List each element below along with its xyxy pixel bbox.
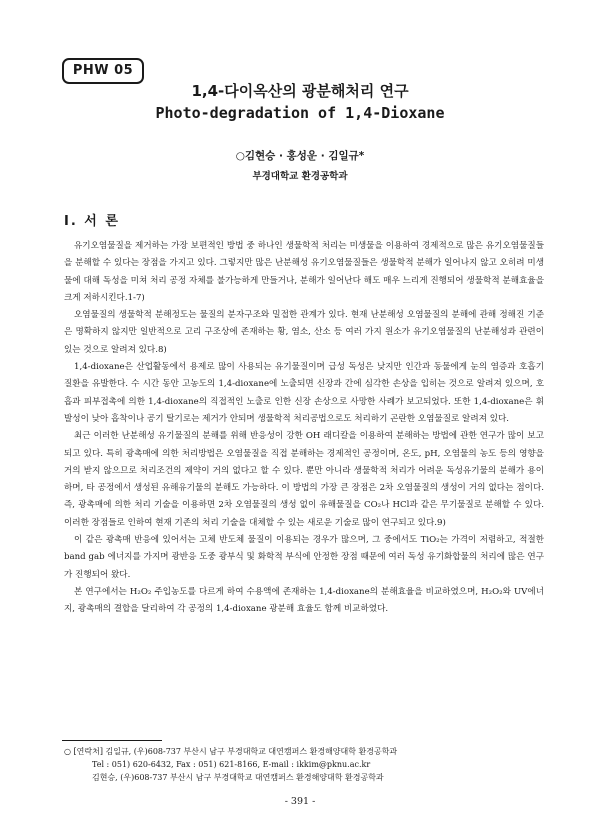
session-code-badge: PHW 05 <box>62 58 144 84</box>
paragraph: 이 같은 광촉매 반응에 있어서는 고체 반도체 물질이 이용되는 경우가 많으며, 그 중에서도 TiO₂는 가격이 저렴하고, 적절한 band gab 에너지를 가지며 광반응 도중 광부식 및 화학적 부식에 안정한 장점 때문에 여러 독성 유기화합물의 처리에 많은 연구가 진행되어 왔다. <box>64 535 544 580</box>
paragraph: 오염물질의 생물학적 분해정도는 물질의 분자구조와 밀접한 관계가 있다. 현재 난분해성 오염물질의 분해에 관해 정해진 기준은 명확하지 않지만 일반적으로 고리 구조상에 존재하는 황, 염소, 산소 등 여러 가지 원소가 유기오염물질의 난분해성과 관련이 있는 것으로 알려져 있다.8) <box>64 310 544 355</box>
introduction-body <box>64 238 544 619</box>
footnote-second-author: 김현승, (우)608-737 부산시 남구 부경대학교 대연캠퍼스 환경해양대학 환경공학과 <box>92 773 384 782</box>
english-title: Photo-degradation of 1,4-Dioxane <box>155 104 445 122</box>
footnote-divider <box>62 740 162 741</box>
affiliation: 부경대학교 환경공학과 <box>252 171 348 182</box>
page-number: - 391 - <box>284 796 316 807</box>
paragraph: 유기오염물질을 제거하는 가장 보편적인 방법 중 하나인 생물학적 처리는 미생물을 이용하여 경제적으로 많은 유기오염물질들을 분해할 수 있다는 장점을 가지고 있다. 그렇지만 많은 난분해성 유기오염물질들은 생물학적 분해가 일어나지 않고 오히려 미생물에 대해 독성을 미쳐 처리 공정 자체를 불가능하게 만들거나, 분해가 일어난다 해도 매우 느리게 진행되어 생물학적 분해효율을 크게 저하시킨다.1-7) <box>64 241 544 303</box>
paragraph: 1,4-dioxane은 산업활동에서 용제로 많이 사용되는 유기물질이며 급성 독성은 낮지만 인간과 동물에게 눈의 염증과 호흡기 질환을 유발한다. 수 시간 동안 고농도의 1,4-dioxane에 노출되면 신장과 간에 심각한 손상을 입히는 것으로 알려져 있으며, 호흡과 피부접촉에 의한 1,4-dioxane의 직접적인 노출로 인한 신장 손상으로 사망한 사례가 보고되었다. 또한 1,4-dioxane은 휘발성이 낮아 흡착이나 공기 탈기로는 제거가 안되며 생물학적 처리공법으로도 처리하기 곤란한 오염물질로 알려져 있다. <box>64 362 544 424</box>
footnote <box>64 745 544 784</box>
footnote-phone-email: Tel : 051) 620-6432, Fax : 051) 621-8166, E-mail : ikkim@pknu.ac.kr <box>92 760 371 769</box>
paragraph: 본 연구에서는 H₂O₂ 주입농도를 다르게 하여 수용액에 존재하는 1,4-dioxane의 분해효율을 비교하였으며, H₂O₂와 UV에너지, 광촉매의 결합을 달리하여 각 공정의 1,4-dioxane 광분해 효율도 함께 비교하였다. <box>64 586 544 615</box>
footnote-contact: ○ [연락처] 김일규, (우)608-737 부산시 남구 부경대학교 대연캠퍼스 환경해양대학 환경공학과 <box>64 747 398 756</box>
section-heading-introduction: Ⅰ. 서 론 <box>64 214 120 229</box>
korean-title: 1,4-다이옥산의 광분해처리 연구 <box>191 82 409 100</box>
author-list: ○김현승 · 홍성운 · 김일규* <box>235 150 365 162</box>
paragraph: 최근 이러한 난분해성 유기물질의 분해를 위해 반응성이 강한 OH 래디칼을 이용하여 분해하는 방법에 관한 연구가 많이 보고되고 있다. 특히 광촉매에 의한 처리방법은 오염물질을 직접 분해하는 경제적인 공정이며, 온도, pH, 오염물의 농도 등의 영향을 거의 받지 않으므로 처리조건의 제약이 거의 없다고 할 수 있다. 뿐만 아니라 생물학적 처리가 어려운 독성유기물의 분해가 용이하며, 타 공정에서 생성된 유해유기물의 분해도 가능하다. 이 방법의 가장 큰 장점은 2차 오염물질의 생성이 거의 없다는 점이다. 즉, 광촉매에 의한 처리 기술을 이용하면 2차 오염물질의 생성 없이 유해물질을 CO₂나 HCl과 같은 무기물질로 분해할 수 있다. 이러한 장점들로 인하여 현재 기존의 처리 기술을 대체할 수 있는 새로운 기술로 많이 연구되고 있다.9) <box>64 431 544 528</box>
